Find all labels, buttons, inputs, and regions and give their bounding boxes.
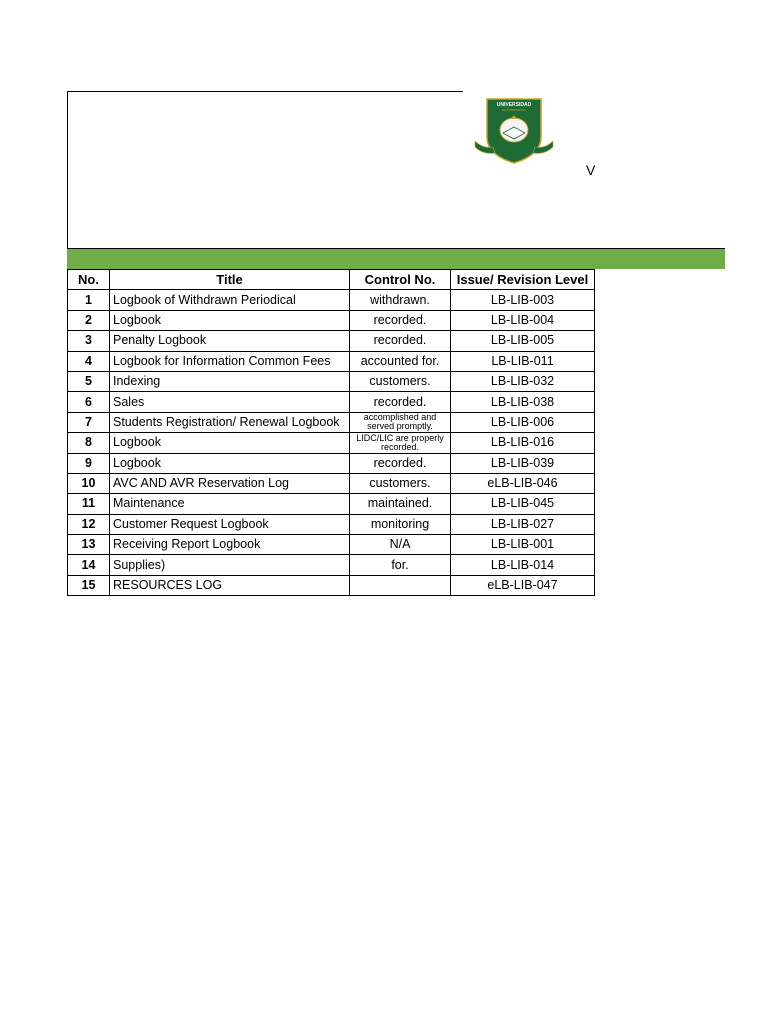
section-bar [67, 248, 725, 269]
column-header-no: No. [68, 270, 110, 290]
row-control: recorded. [350, 310, 451, 330]
table-row [68, 310, 595, 330]
table-row [68, 351, 595, 371]
row-revision: LB-LIB-001 [451, 535, 595, 555]
row-control: recorded. [350, 453, 451, 473]
row-number: 11 [68, 494, 110, 514]
row-revision: LB-LIB-014 [451, 555, 595, 575]
row-control: maintained. [350, 494, 451, 514]
column-header-control-no: Control No. [350, 270, 451, 290]
column-header-title: Title [110, 270, 350, 290]
row-number: 10 [68, 473, 110, 493]
university-seal-icon [473, 97, 555, 165]
table-row [68, 433, 595, 453]
row-title: Indexing [110, 371, 350, 391]
table-row [68, 290, 595, 310]
row-revision: LB-LIB-005 [451, 331, 595, 351]
seal-top-subtext: DE ZAMBOANGA [501, 108, 527, 112]
row-number: 12 [68, 514, 110, 534]
row-revision: LB-LIB-045 [451, 494, 595, 514]
column-header-revision: Issue/ Revision Level [451, 270, 595, 290]
row-title: Logbook of Withdrawn Periodical [110, 290, 350, 310]
row-title: Penalty Logbook [110, 331, 350, 351]
row-number: 3 [68, 331, 110, 351]
row-control: accounted for. [350, 351, 451, 371]
row-control: monitoring [350, 514, 451, 534]
row-revision: LB-LIB-006 [451, 412, 595, 432]
table-row [68, 514, 595, 534]
row-title: Maintenance [110, 494, 350, 514]
header-stray-text: V [586, 162, 596, 178]
row-title: Students Registration/ Renewal Logbook [110, 412, 350, 432]
row-title: AVC AND AVR Reservation Log [110, 473, 350, 493]
row-number: 5 [68, 371, 110, 391]
row-title: Logbook [110, 310, 350, 330]
table-row [68, 453, 595, 473]
row-revision: LB-LIB-027 [451, 514, 595, 534]
row-title: Logbook for Information Common Fees [110, 351, 350, 371]
table-row [68, 555, 595, 575]
row-control: customers. [350, 473, 451, 493]
row-control: N/A [350, 535, 451, 555]
row-revision: LB-LIB-016 [451, 433, 595, 453]
row-revision: LB-LIB-038 [451, 392, 595, 412]
table-row [68, 331, 595, 351]
table-row [68, 535, 595, 555]
row-title: Customer Request Logbook [110, 514, 350, 534]
document-register-table [67, 269, 595, 596]
seal-top-text: UNIVERSIDAD [496, 102, 532, 108]
row-title: Sales [110, 392, 350, 412]
row-revision: eLB-LIB-047 [451, 575, 595, 595]
row-control: accomplished and served promptly. [350, 412, 451, 432]
row-number: 9 [68, 453, 110, 473]
row-revision: LB-LIB-011 [451, 351, 595, 371]
table-header-row [68, 270, 595, 290]
row-revision: eLB-LIB-046 [451, 473, 595, 493]
row-title: Logbook [110, 453, 350, 473]
row-control: recorded. [350, 331, 451, 351]
row-control: recorded. [350, 392, 451, 412]
table-row [68, 371, 595, 391]
row-number: 6 [68, 392, 110, 412]
row-control: LIDC/LIC are properly recorded. [350, 433, 451, 453]
table-row [68, 412, 595, 432]
row-control [350, 575, 451, 595]
table-row [68, 494, 595, 514]
header-border-gap [463, 91, 596, 93]
row-number: 13 [68, 535, 110, 555]
table-row [68, 473, 595, 493]
row-number: 1 [68, 290, 110, 310]
row-control: withdrawn. [350, 290, 451, 310]
row-revision: LB-LIB-039 [451, 453, 595, 473]
row-revision: LB-LIB-032 [451, 371, 595, 391]
row-number: 15 [68, 575, 110, 595]
row-title: Supplies) [110, 555, 350, 575]
row-number: 7 [68, 412, 110, 432]
row-number: 14 [68, 555, 110, 575]
row-control: customers. [350, 371, 451, 391]
row-number: 2 [68, 310, 110, 330]
row-revision: LB-LIB-004 [451, 310, 595, 330]
row-control: for. [350, 555, 451, 575]
row-title: RESOURCES LOG [110, 575, 350, 595]
table-row [68, 575, 595, 595]
row-title: Logbook [110, 433, 350, 453]
table-row [68, 392, 595, 412]
row-number: 4 [68, 351, 110, 371]
row-revision: LB-LIB-003 [451, 290, 595, 310]
row-number: 8 [68, 433, 110, 453]
row-title: Receiving Report Logbook [110, 535, 350, 555]
